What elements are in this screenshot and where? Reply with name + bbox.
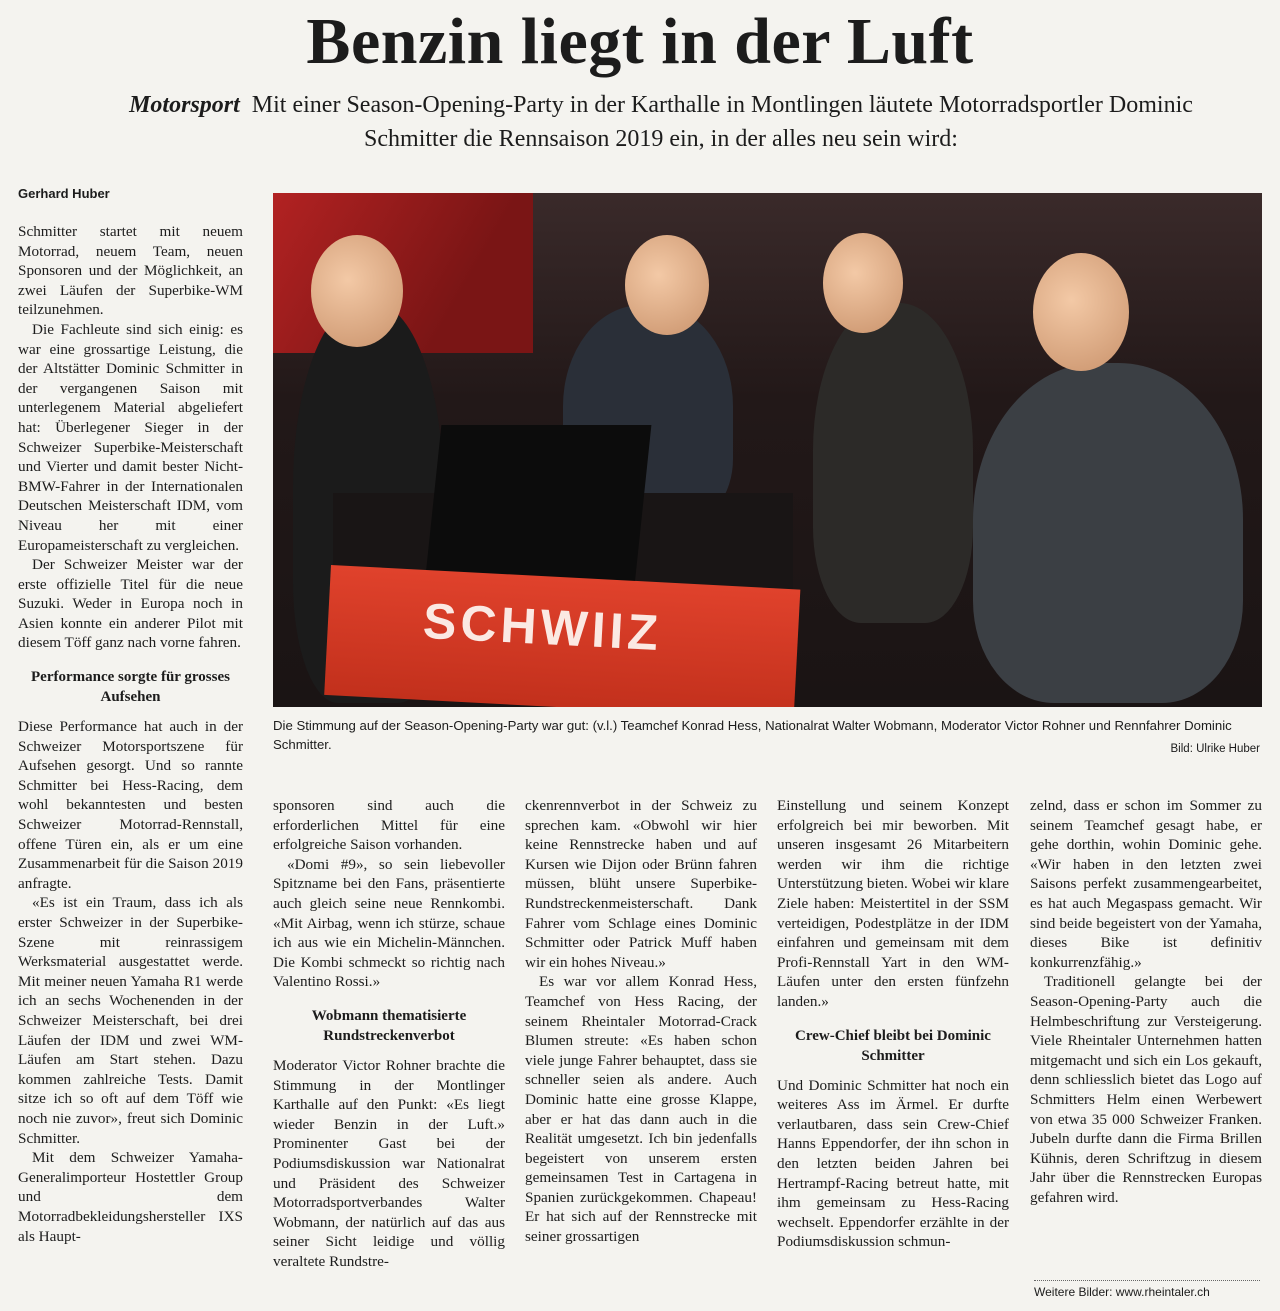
paragraph: «Es ist ein Traum, dass ich als erster Schweizer in der Superbike-Szene mit reinrassigem Werksmaterial ausgestattet werde. Mit meiner neuen Yamaha R1 werde ich an sechs Wochenenden in der Schweizer Meisterschaft, bei drei Läufen der IDM und zwei WM-Läufen am Start stehen. Dazu kommen zahlreiche Tests. Damit sitze ich so oft auf dem Töff wie noch nie zuvor», freut sich Dominic Schmitter.: [18, 894, 243, 1147]
lead-kicker: Motorsport: [129, 92, 240, 118]
paragraph: Diese Performance hat auch in der Schweizer Motorsportszene für Aufsehen gesorgt. Und so rannte Schmitter bei Hess-Racing, dem wohl bekanntesten und besten Schweizer Motorrad-Rennstall, offene Türen ein, als er um eine Zusammenarbeit für die Saison 2019 anfragte.: [18, 718, 243, 892]
headline: Benzin liegt in der Luft: [306, 5, 974, 78]
subheading: Crew-Chief bleibt bei Dominic Schmitter: [795, 1027, 991, 1064]
paragraph: ckenrennverbot in der Schweiz zu sprechen kam. «Obwohl wir hier keine Rennstrecke haben und auf Kursen wie Dijon oder Brünn fahren müssen, blüht unsere Superbike-Rundstreckenmeisterschaft. Dank Fahrer vom Schlage eines Dominic Schmitter oder Patrick Muff haben wir ein hohes Niveau.»: [525, 797, 757, 971]
photo-head-1: [311, 235, 403, 347]
paragraph: sponsoren sind auch die erforderlichen Mittel für eine erfolgreiche Saison vorhanden.: [273, 797, 505, 854]
photo-head-4: [1033, 253, 1129, 371]
paragraph: Einstellung und seinem Konzept erfolgreich bei mir beworben. Mit unseren insgesamt 26 Mitarbeitern werden wir ihm die richtige Unterstützung bieten. Wobei wir klare Ziele haben: Meistertitel in der SSM verteidigen, Podestplätze in der IDM einfahren und gemeinsam mit dem Profi-Rennstall Yart in den WM-Läufen unter den ersten fünfzehn landen.»: [777, 797, 1009, 1010]
photo-person-3: [813, 303, 973, 623]
article-column-5: [1030, 796, 1262, 1207]
paragraph: Die Fachleute sind sich einig: es war eine grossartige Leistung, die der Altstätter Dominic Schmitter in der vergangenen Saison mit unterlegenem Material abgeliefert hat: Überlegener Sieger in der Schweizer Superbike-Meisterschaft und Vierter und damit bester Nicht-BMW-Fahrer in der Internationalen Deutschen Meisterschaft IDM, vom Niveau her mit einer Europameisterschaft zu vergleichen.: [18, 320, 243, 554]
photo-head-3: [823, 233, 903, 333]
paragraph: Der Schweizer Meister war der erste offizielle Titel für die neue Suzuki. Weder in Europa noch in Asien konnte ein anderer Pilot mit diesem Töff ganz nach vorne fahren.: [18, 556, 243, 652]
photo-head-2: [625, 235, 709, 335]
event-photo: [273, 193, 1262, 707]
paragraph: zelnd, dass er schon im Sommer zu seinem Teamchef gesagt habe, er gehe dorthin, wohin Dominic gehe. «Wir haben in den letzten zwei Saisons perfekt zusammengearbeitet, es hat auch Megaspass gemacht. Wir sind beide begeistert von der Yamaha, dieses Bike ist definitiv konkurrenzfähig.»: [1030, 797, 1262, 971]
article-column-3: [525, 796, 757, 1247]
article-column-2: [273, 796, 505, 1271]
photo-person-4: [973, 363, 1243, 703]
paragraph: Traditionell gelangte bei der Season-Opening-Party auch die Helmbeschriftung zur Versteigerung. Viele Rheintaler Unternehmen hatten mitgemacht und sich ein Los gekauft, denn schliesslich bietet das Logo auf Schmitters Helm einen Werbewert von etwa 35 000 Schweizer Franken. Jubeln durfte dann die Firma Brillen Kühnis, deren Schriftzug in diesem Jahr über die Rennstrecken Europas gefahren wird.: [1030, 973, 1262, 1206]
paragraph: Moderator Victor Rohner brachte die Stimmung in der Montlinger Karthalle auf den Punkt: «Es liegt wieder Benzin in der Luft.» Prominenter Gast bei der Podiumsdiskussion war Nationalrat und Präsident des Schweizer Motorradsportverbandes Walter Wobmann, der natürlich auf das aus seiner Sicht leidige und völlig veraltete Rundstre-: [273, 1056, 505, 1270]
paragraph: «Domi #9», so sein liebevoller Spitzname bei den Fans, präsentierte auch gleich seine neue Rennkombi. «Mit Airbag, wenn ich stürze, schaue ich aus wie ein Michelin-Männchen. Die Kombi schmeckt so richtig nach Valentino Rossi.»: [273, 855, 505, 991]
photo-caption: Die Stimmung auf der Season-Opening-Party war gut: (v.l.) Teamchef Konrad Hess, Nationalrat Walter Wobmann, Moderator Victor Rohner und Rennfahrer Dominic Schmitter.: [273, 718, 1232, 752]
article-column-4: [777, 796, 1009, 1252]
paragraph: Es war vor allem Konrad Hess, Teamchef von Hess Racing, der seinem Rheintaler Motorrad-Crack Blumen streute: «Es haben schon viele junge Fahrer behauptet, dass sie schneller seien als andere. Auch Dominic hatte eine grosse Klappe, aber er hat das dann auch in die Realität umgesetzt. Ich bin jedenfalls begeistert von unserem ersten gemeinsamen Test in Cartagena in Spanien zurückgekommen. Chapeau! Er hat sich auf der Rennstrecke mit seiner grossartigen: [525, 973, 757, 1246]
paragraph: Schmitter startet mit neuem Motorrad, neuem Team, neuen Sponsoren und der Möglichkeit, an zwei Läufen der Superbike-WM teilzunehmen.: [18, 223, 243, 319]
subheading: Performance sorgte für grosses Aufsehen: [31, 669, 230, 706]
article-column-1: [18, 222, 243, 1246]
lead-paragraph: [96, 88, 1226, 156]
paragraph: Mit dem Schweizer Yamaha-Generalimporteur Hostettler Group und dem Motorradbekleidungshersteller IXS als Haupt-: [18, 1149, 243, 1245]
author-byline: Gerhard Huber: [18, 186, 110, 201]
paragraph: Und Dominic Schmitter hat noch ein weiteres Ass im Ärmel. Er durfte verlautbaren, dass sein Crew-Chief Hanns Eppendorfer, der ihn schon in den letzten beiden Jahren bei Hertrampf-Racing betreut hatte, mit ihm gemeinsam zu Hess-Racing wechselt. Eppendorfer erzählte in der Podiumsdiskussion schmun-: [777, 1076, 1009, 1251]
photo-laptop: [425, 425, 652, 585]
footer-divider: [1034, 1280, 1260, 1281]
photo-credit: Bild: Ulrike Huber: [1170, 743, 1260, 755]
footer-link: Weitere Bilder: www.rheintaler.ch: [1034, 1285, 1210, 1299]
lead-text: Mit einer Season-Opening-Party in der Karthalle in Montlingen läutete Motorradsportler Dominic Schmitter die Rennsaison 2019 ein, in der alles neu sein wird:: [251, 92, 1193, 152]
subheading: Wobmann thematisierte Rundstreckenverbot: [311, 1007, 467, 1044]
photo-banner-text: SCHWIIZ: [421, 592, 664, 662]
